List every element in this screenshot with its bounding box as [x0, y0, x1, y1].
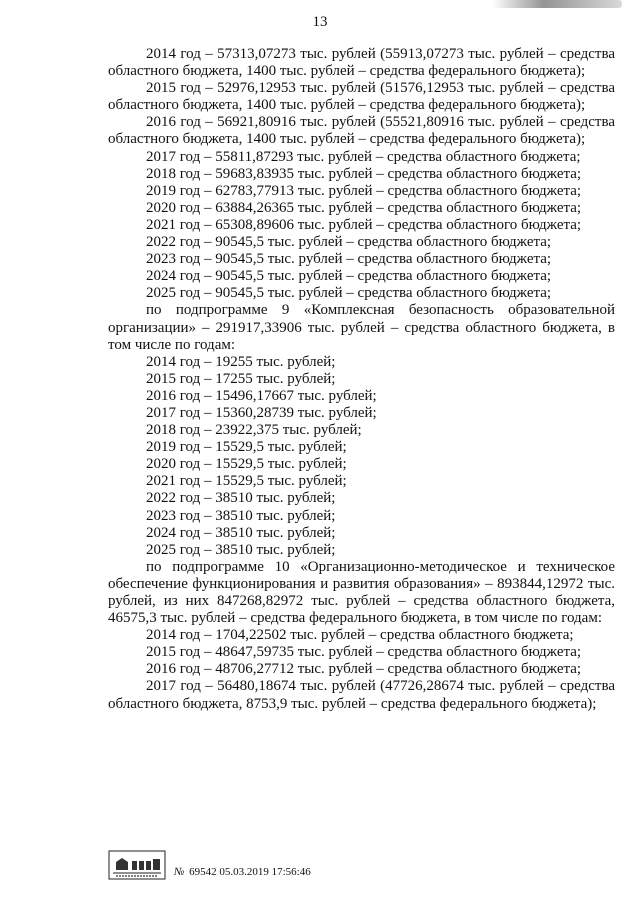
subprogram-9-paragraph: по подпрограмме 9 «Комплексная безопасность образовательной организации» – 291917,33906 тыс. рублей – средства областного бюджета, в том числе по годам:	[108, 302, 615, 353]
funding-line: 2021 год – 15529,5 тыс. рублей;	[146, 473, 347, 490]
funding-line: 2022 год – 38510 тыс. рублей;	[146, 490, 336, 507]
page-number: 13	[312, 14, 328, 30]
funding-line: 2023 год – 90545,5 тыс. рублей – средства областного бюджета;	[146, 251, 552, 268]
funding-paragraph: 2017 год – 56480,18674 тыс. рублей (47726,28674 тыс. рублей – средства областного бюджета, 8753,9 тыс. рублей – средства федерального бюджета);	[108, 678, 615, 712]
registration-datetime: 05.03.2019 17:56:46	[219, 866, 311, 878]
funding-line: 2017 год – 15360,28739 тыс. рублей;	[146, 404, 377, 421]
funding-line: 2024 год – 90545,5 тыс. рублей – средства областного бюджета;	[146, 268, 552, 285]
funding-line: 2020 год – 15529,5 тыс. рублей;	[146, 456, 347, 473]
funding-line: 2019 год – 62783,77913 тыс. рублей – средства областного бюджета;	[146, 182, 582, 199]
scan-artifact	[492, 0, 622, 8]
registration-number: 69542	[189, 866, 217, 878]
funding-line: 2018 год – 23922,375 тыс. рублей;	[146, 422, 362, 439]
funding-line: 2017 год – 55811,87293 тыс. рублей – средства областного бюджета;	[146, 148, 581, 165]
funding-line: 2024 год – 38510 тыс. рублей;	[146, 524, 336, 541]
funding-line: 2014 год – 19255 тыс. рублей;	[146, 353, 336, 370]
funding-line: 2018 год – 59683,83935 тыс. рублей – средства областного бюджета;	[146, 165, 582, 182]
funding-line: 2025 год – 90545,5 тыс. рублей – средства областного бюджета;	[146, 285, 552, 302]
funding-line: 2016 год – 48706,27712 тыс. рублей – средства областного бюджета;	[146, 661, 582, 678]
funding-paragraph: 2015 год – 52976,12953 тыс. рублей (51576,12953 тыс. рублей – средства областного бюджета, 1400 тыс. рублей – средства федерального бюджета);	[108, 80, 615, 114]
funding-line: 2022 год – 90545,5 тыс. рублей – средства областного бюджета;	[146, 234, 552, 251]
subprogram-10-paragraph: по подпрограмме 10 «Организационно-методическое и техническое обеспечение функционирования и развития образования» – 893844,12972 тыс. рублей, из них 847268,82972 тыс. рублей – средства областного бюджета, 46575,3 тыс. рублей – средства федерального бюджета, в том числе по годам:	[108, 558, 615, 627]
funding-line: 2019 год – 15529,5 тыс. рублей;	[146, 439, 347, 456]
funding-line: 2015 год – 48647,59735 тыс. рублей – средства областного бюджета;	[146, 644, 582, 661]
funding-line: 2020 год – 63884,26365 тыс. рублей – средства областного бюджета;	[146, 199, 582, 216]
funding-line: 2014 год – 1704,22502 тыс. рублей – средства областного бюджета;	[146, 627, 574, 644]
document-body	[108, 46, 615, 713]
funding-line: 2023 год – 38510 тыс. рублей;	[146, 507, 336, 524]
funding-line: 2016 год – 15496,17667 тыс. рублей;	[146, 387, 377, 404]
number-sign: №	[174, 866, 185, 878]
registry-stamp-icon	[108, 850, 166, 880]
funding-paragraph: 2014 год – 57313,07273 тыс. рублей (55913,07273 тыс. рублей – средства областного бюджета, 1400 тыс. рублей – средства федерального бюджета);	[108, 46, 615, 80]
document-registration	[174, 866, 311, 878]
funding-line: 2015 год – 17255 тыс. рублей;	[146, 370, 336, 387]
funding-line: 2025 год – 38510 тыс. рублей;	[146, 541, 336, 558]
funding-line: 2021 год – 65308,89606 тыс. рублей – средства областного бюджета;	[146, 216, 582, 233]
document-footer	[108, 850, 615, 884]
funding-paragraph: 2016 год – 56921,80916 тыс. рублей (55521,80916 тыс. рублей – средства областного бюджета, 1400 тыс. рублей – средства федерального бюджета);	[108, 114, 615, 148]
